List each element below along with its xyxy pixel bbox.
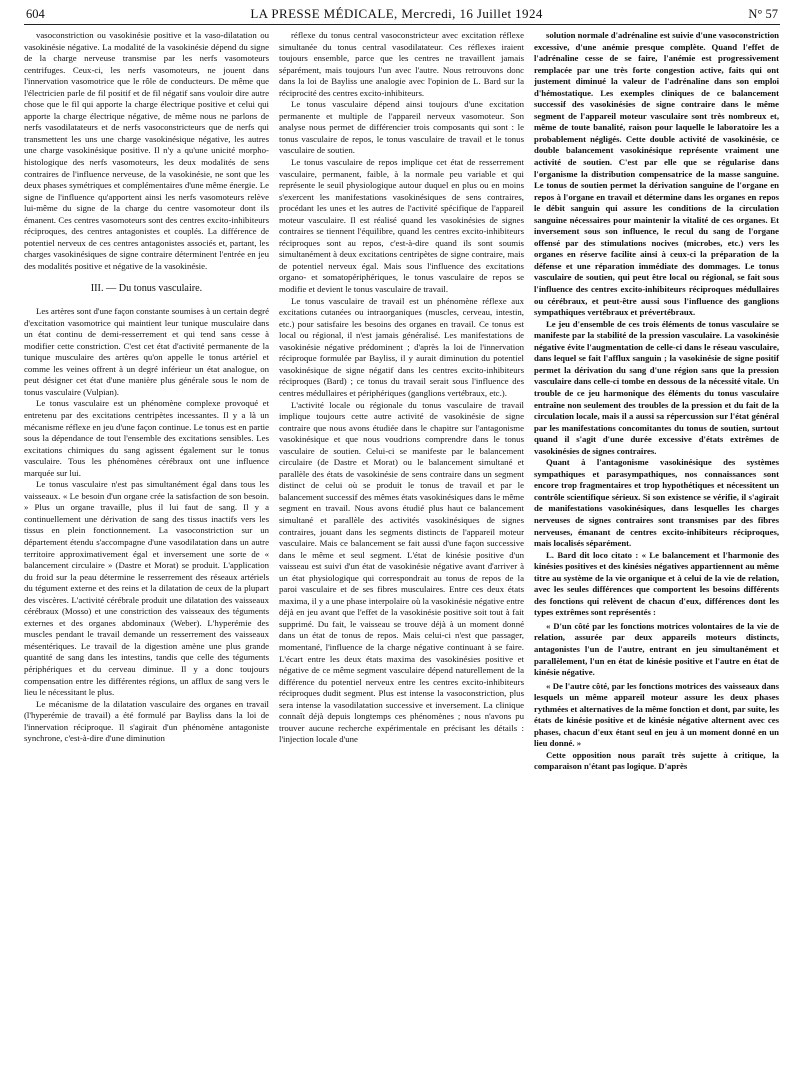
paragraph: réflexe du tonus central vasoconstricteur avec excitation réflexe simultanée du tonus central vasodilatateur. Ces réflexes iraient toujours ensemble, parce que les centres ne travaillent jamais séparément, mais toujours l'un avec l'autre. Nous retrouvons donc dans la loi de Bayliss une analogie avec l'opinion de L. Bard sur la réciprocité des centres excito-inhibiteurs. <box>279 30 524 98</box>
paragraph: Le tonus vasculaire dépend ainsi toujours d'une excitation permanente et multiple de l'appareil nerveux vasomoteur. Son analyse nous permet de différencier trois composants qui sont : le tonus vasculaire de repos, le tonus vasculaire de travail et le tonus vasculaire de soutien. <box>279 99 524 156</box>
text-columns <box>24 30 780 773</box>
paragraph: Le tonus vasculaire n'est pas simultanément égal dans tous les vaisseaux. « Le besoin d'un organe crée la satisfaction de son besoin. » Plus un organe travaille, plus il lui faut de sang. Il y a continuellement une dérivation de sang des tissus inactifs vers les tissus en plein fonctionnement. La vasoconstriction sur un département étendu s'accompagne d'une vasodilatation dans un autre territoire approximativement égal et inversement une sorte de « balancement circulaire » (Dastre et Morat) se produit. L'application du froid sur la peau détermine le resserrement des réseaux artériels du tégument externe et des reins et la dilatation de ceux de la plupart des viscères. L'activité cérébrale produit une dilatation des vaisseaux cérébraux (Mosso) et une constriction des vaisseaux des téguments externes et des organes abdominaux (Weber). L'hyperémie des muscles pendant le travail demande un resserrement des vaisseaux mésentériques. Le travail de la digestion amène une plus grande quantité de sang dans les intestins, tandis que celle des téguments périphériques et du cerveau diminue. Il y a donc toujours compensation entre les différentes régions, un afflux de sang vers le lieu le nécessitant le plus. <box>24 479 269 698</box>
paragraph: Le tonus vasculaire de repos implique cet état de resserrement vasculaire, permanent, faible, à la normale peu variable et qui représente le seuil physiologique autour duquel en plus ou en moins s'exercent les manifestations vasokinésiques de sens contraires, procédant les unes et les autres de l'activité spécifique de l'appareil moteur vasculaire. Il est réalisé quand les vasokinésies de signes contraires se tiennent l'équilibre, quand les centres excito-inhibiteurs réciproques sont au repos, c'est-à-dire quand ils sont soumis simultanément à deux excitations centripètes de signe contraire, mais de potentiel nerveux égal. Mais sous l'influence des excitations organo- et somatopériphériques, le tonus vasculaire de repos se modifie et devient le tonus vasculaire de travail. <box>279 157 524 295</box>
paragraph: Quant à l'antagonisme vasokinésique des systèmes sympathiques et parasympathiques, nos connaissances sont encore trop fragmentaires et trop hypothétiques et nécessitent un contrôle scientifique sérieux. Si son existence se vérifie, il s'agirait de manifestations vasokinésiques, dans lesquelles les charges nerveuses de signes contraires sont transmises par des fibres nerveuses, émanant de centres excito-inhibiteurs réciproques, mais localisés séparément. <box>534 457 779 549</box>
column-2 <box>279 30 524 773</box>
column-1 <box>24 30 269 773</box>
paragraph: Le tonus vasculaire de travail est un phénomène réflexe aux excitations cutanées ou intraorganiques (muscles, cerveau, intestin, etc.) pour satisfaire les besoins des organes en travail. Ce tonus est local ou régional, il n'est jamais généralisé. Les manifestations de vasokinésie négative prédominent ; d'après la loi de l'innervation réciproque formulée par Bayliss, il y aurait diminution du potentiel vasokinésique de signe négatif dans les centres excito-inhibiteurs réciproques (Bard) ; ce tonus du travail serait sous l'influence des centres médullaires et périphériques (ganglions vertébraux, etc.). <box>279 295 524 398</box>
quotation-paragraph: « De l'autre côté, par les fonctions motrices des vaisseaux dans lesquels un même appareil moteur assure les deux phases rythmées et alternatives de la même fonction et dont, par suite, les états de kinésie positive et de kinésie négative alternent avec ces phases, chacun d'eux étant seul en jeu à un moment donné en un lieu donné. » <box>534 680 779 749</box>
section-heading: III. — Du tonus vasculaire. <box>90 283 203 295</box>
paragraph: L'activité locale ou régionale du tonus vasculaire de travail implique toujours cette autre activité de vasokinésie de signe contraire que nous avons étudiée dans le chapitre sur l'antagonisme vasokinésique et que nous voudrions comprendre dans le tonus vasculaire de soutien. Celui-ci se manifeste par le balancement circulaire (de Dastre et Morat) ou le balancement simultané et parallèle des états de vasokinésie de sens contraire dans un segment distinct de celui où se produit le tonus de travail et par le balancement successif des mêmes états vasokinésiques dans le même segment en travail. Nous avons étudié plus haut ce balancement simultané et parallèle des activités vasokinésiques de signes contraires, jouant dans les segments distincts de l'appareil moteur vasculaire. Mais ce balancement se fait aussi d'une façon successive dans le même et seul segment. L'état de kinésie positive d'un vaisseau est suivi d'un état de vasokinésie négative avant d'arriver à un état physiologique qui correspondrait au tonus de repos de la paroi vasculaire et de ses fibres musculaires. Entre ces deux états maxima, il y a une phase interpolaire où la vasokinésie négative entre déjà en jeu avant que l'effet de la vasokinésie positive soit tout à fait supprimé. Du fait, le vaisseau se trouve déjà à un moment donné dans un état de tonus de repos. Mais celui-ci n'est que passager, momentané, l'influence de la charge négative continuant à se faire. L'écart entre les deux états maxima des vasokinésies positive et négative de ce même segment vasculaire dépend naturellement de la différence du potentiel nerveux entre les centres excito-inhibiteurs réciproques dudit segment. Plus est intense la vasoconstriction, plus sera intense la vasodilatation successive et inversement. La clinique connaît déjà depuis longtemps ces phénomènes ; nous n'avons pu trouver aucune recherche expérimentale en précisant les détails : l'injection locale d'une <box>279 399 524 745</box>
paragraph: Les artères sont d'une façon constante soumises à un certain degré d'excitation vasomotrice qui maintient leur tunique musculaire dans un état continu de demi-resserrement et qui tend sans cesse à modifier cette constriction. C'est cet état d'activité permanente de la tunique musculaire des artères qu'on appelle le tonus artériel et comme les veines offrent à un degré inférieur un état analogue, on peut désigner cet état d'une manière plus générale sous le nom de tonus vasculaire (Vulpian). <box>24 306 269 397</box>
paragraph: Le tonus vasculaire est un phénomène complexe provoqué et entretenu par des excitations centripètes incessantes. Il y a là un mécanisme réflexe en jeu d'une façon continue. Le tonus est en partie sous la dépendance de tout l'ensemble des excitations sensibles. Les excitations chimiques du sang agissent également sur le tonus vasculaire. Tous les phénomènes cérébraux ont une influence marquée sur lui. <box>24 398 269 478</box>
issue-number: N° 57 <box>748 7 778 21</box>
paragraph: Le mécanisme de la dilatation vasculaire des organes en travail (l'hyperémie de travail) a été formulé par Bayliss dans la loi de l'innervation réciproque. Il s'agirait d'un phénomène antagoniste synchrone, c'est-à-dire d'une diminution <box>24 698 269 744</box>
paragraph: vasoconstriction ou vasokinésie positive et la vaso-dilatation ou vasokinésie négative. La modalité de la vasokinésie dépend du signe de la charge nerveuse transmise par les nerfs vasomoteurs centrifuges. Ceux-ci, les nerfs vasomoteurs, ne jouent dans l'innervation vasomotrice que le rôle de conducteurs. De même que l'électricien parle de fil positif et de fil négatif sans vouloir dire autre chose que le fil qui apporte la charge électrique positive et celui qui apporte la charge électrique négative, de même nous ne parlons de nerfs vasodilatateurs et de nerfs vasoconstricteurs que de nerfs qui transmettent les uns une charge vasokinésique négative, les autres une charge vasokinésique positive. Il n'y a qu'une unicité morpho-histologique des nerfs vasomoteurs, les deux modalités de sens contraires de l'influence nerveuse, de la vasokinésie, ne sont que les deux phases symétriques et complémentaires d'une même énergie. Le signe de l'influence qu'apportent ainsi les nerfs vasomoteurs relève lui-même du signe de la charge du centre vasomoteur dont ils émanent. Ces centres vasomoteurs sont des centres excito-inhibiteurs réciproques, des centres antagonistes et couplés. La différence de potentiel nerveux de ces centres antagonistes associés et, partant, les charges vasokinésiques de signe contraire déterminent l'entrée en jeu des modalités positive et négative de la vasokinésie. <box>24 30 269 271</box>
running-header <box>24 6 780 25</box>
journal-title: LA PRESSE MÉDICALE, Mercredi, 16 Juillet 1924 <box>250 6 543 21</box>
paragraph: Le jeu d'ensemble de ces trois éléments de tonus vasculaire se manifeste par la stabilité de la pression vasculaire. La vasokinésie négative évite l'augmentation de celle-ci dans le réseau vasculaire, dans lequel se fait l'afflux sanguin ; la vasokinésie de signe positif permet la dérivation du sang d'une région sans que la pression vasculaire dans celle-ci tombe en dessous de la nécessité vitale. Un trouble de ce jeu harmonique des éléments du tonus vasculaire entraîne non seulement des troubles de la pression et du fait de la circulation locale, mais il a aussi sa répercussion sur l'état général par les manifestations concomitantes du tonus de soutien, surtout quand il s'agit d'une durée excessive d'états extrêmes de vasokinésies de signes contraires. <box>534 318 779 456</box>
paragraph: L. Bard dit loco citato : « Le balancement et l'harmonie des kinésies positives et des kinésies négatives appartiennent au même titre au système de la vie organique et à celui de la vie de relation, avec les seules différences que comportent les besoins différents des fonctions qui relèvent de chacun d'eux, différences dont les types extrêmes sont représentés : <box>534 549 779 618</box>
journal-page <box>24 6 780 773</box>
page-number: 604 <box>26 7 45 21</box>
column-3 <box>534 30 779 773</box>
paragraph: solution normale d'adrénaline est suivie d'une vasoconstriction excessive, d'une anémie presque complète. Quand l'effet de l'adrénaline cesse de se faire, l'anémie est progressivement remplacée par une très forte congestion active, faits qui ont justement diminué la valeur de l'adrénaline dans son emploi d'hémostatique. Les exemples cliniques de ce balancement successif des vasokinésies de signe contraire dans le même segment de l'appareil moteur vasculaire sont très nombreux et, même de toute banalité, raison pour laquelle le laboratoire les a probablement négligés. Cette double activité de vasokinésie, ce double balancement vasokinésique représente vraiment une activité de soutien. C'est par elle que se régularise dans l'organisme la distribution compensatrice de la masse sanguine. Le tonus de soutien permet la dérivation sanguine de l'organe en repos à l'organe en travail et détermine dans les organes en repos le débit sanguin qui assure les conditions de la circulation sanguine nécessaires pour maintenir la vitalité de ces organes. Et inversement sous son influence, le recul du sang de l'organe offensé par des stimulations nocives (microbes, etc.) vers les organes en réserve facilite ainsi à ceux-ci la préparation de la défense et une réparation immédiate des dommages. Le tonus vasculaire de soutien, qui peut être local ou régional, se fait sous l'influence des centres excito-inhibiteurs réciproques médullaires ou cérébraux, et peut-être aussi sous l'influence des ganglions sympathiques vertébraux et prévertébraux. <box>534 30 779 318</box>
paragraph: Cette opposition nous paraît très sujette à critique, la comparaison n'étant pas logique. D'après <box>534 749 779 772</box>
quotation-paragraph: « D'un côté par les fonctions motrices volontaires de la vie de relation, assurée par deux appareils moteurs distincts, antagonistes l'un de l'autre, entrant en jeu simultanément et parallèlement, l'un en état de kinésie positive et l'autre en état de kinésie négative. <box>534 620 779 678</box>
